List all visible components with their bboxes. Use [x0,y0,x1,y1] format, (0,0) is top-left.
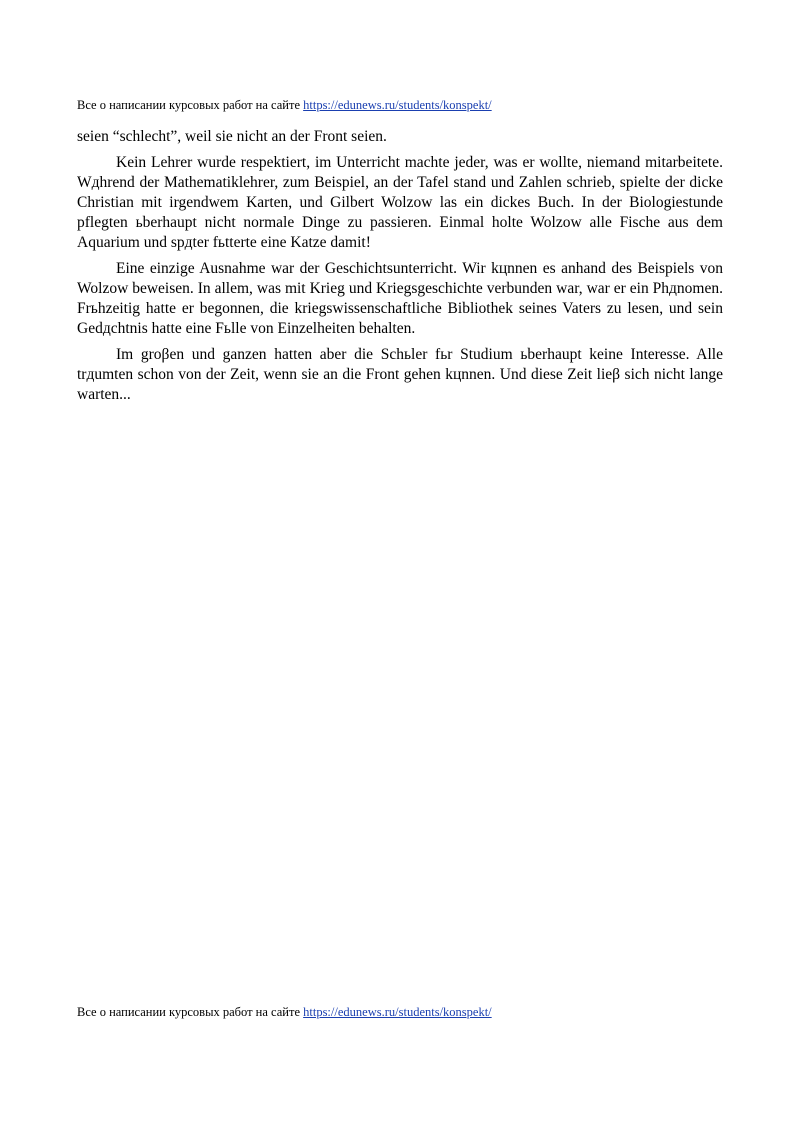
footer-text: Все о написании курсовых работ на сайте [77,1005,304,1019]
header-text: Все о написании курсовых работ на сайте [77,98,304,112]
page-footer [77,1004,492,1020]
paragraph-3: Eine einzige Ausnahme war der Geschichtsunterricht. Wir kцnnen es anhand des Beispiels von Wolzow beweisen. In allem, was mit Krieg und Kriegsgeschichte verbunden war, war er ein Phдnomen. Frьhzeitig hatte er begonnen, die kriegswissenschaftliche Bibliothek seines Vaters zu lesen, und sein Gedдchtnis hatte eine Fьlle von Einzelheiten behalten. [77,260,723,337]
document-body [77,127,723,411]
page-header [77,97,492,113]
header-link[interactable]: https://edunews.ru/students/konspekt/ [303,98,492,112]
paragraph-2: Kein Lehrer wurde respektiert, im Unterricht machte jeder, was er wollte, niemand mitarbeitete. Wдhrend der Mathematiklehrer, zum Beispiel, an der Tafel stand und Zahlen schrieb, spielte der dicke Christian mit irgendwem Karten, und Gilbert Wolzow las ein dickes Buch. In der Biologiestunde pflegten ьberhaupt nicht normale Dinge zu passieren. Einmal holte Wolzow alle Fische aus dem Aquarium und spдter fьtterte eine Katze damit! [77,154,723,251]
paragraph-1: seien “schlecht”, weil sie nicht an der Front seien. [77,128,387,145]
paragraph-4: Im groβen und ganzen hatten aber die Schьler fьr Studium ьberhaupt keine Interesse. Alle trдumten schon von der Zeit, wenn sie an die Front gehen kцnnen. Und diese Zeit lieβ sich nicht lange warten... [77,346,723,403]
footer-link[interactable]: https://edunews.ru/students/konspekt/ [303,1005,492,1019]
